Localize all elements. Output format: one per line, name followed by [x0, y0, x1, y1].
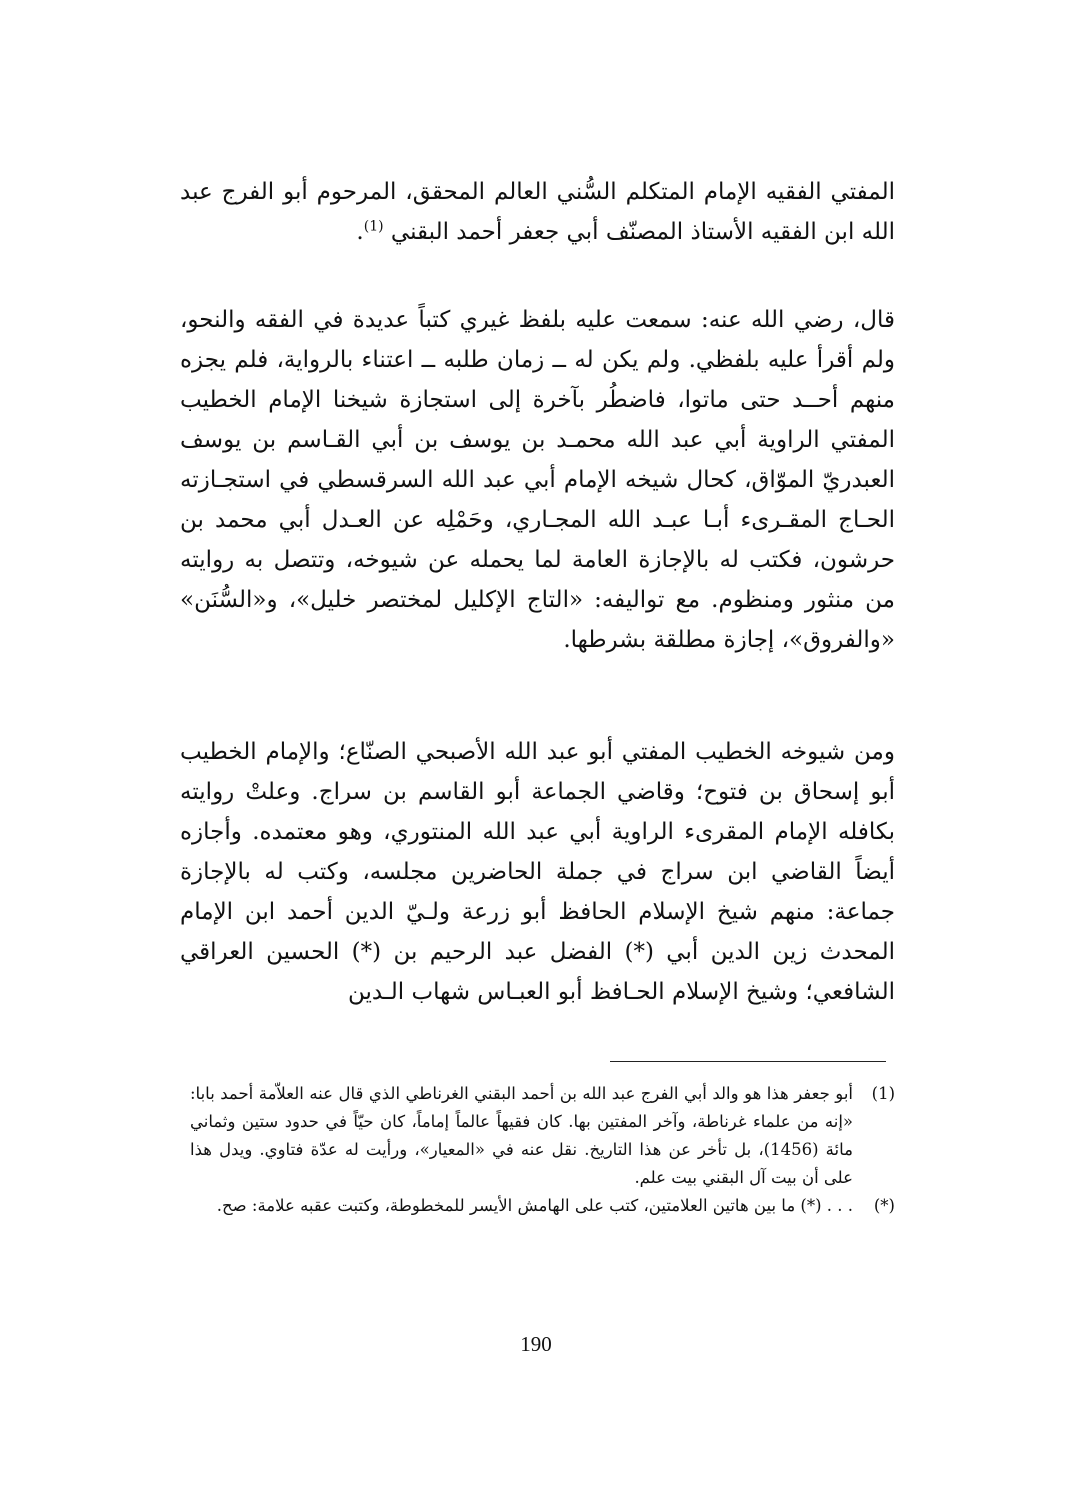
page-number: 190: [520, 1332, 552, 1356]
footnote-text: . . . (*) ما بين هاتين العلامتين، كتب على الهامش الأيسر للمخطوطة، وكتبت عقبه علامة: صح.: [216, 1196, 853, 1215]
opening-text: المفتي الفقيه الإمام المتكلم السُّني العالم المحقق، المرحوم أبو الفرج عبد الله ابن الفقيه الأستاذ المصنّف أبي جعفر أحمد البقني: [180, 179, 895, 245]
opening-continuation: [180, 172, 895, 252]
footnote: [190, 1080, 895, 1192]
body-paragraph: ومن شيوخه الخطيب المفتي أبو عبد الله الأصبحي الصنّاع؛ والإمام الخطيب أبو إسحاق بن فتوح؛ وقاضي الجماعة أبو القاسم بن سراج. وعلتْ روايته بكافله الإمام المقرىء الراوية أبي عبد الله المنتوري، وهو معتمده. وأجازه أيضاً القاضي ابن سراج في جملة الحاضرين مجلسه، وكتب له بالإجازة جماعة: منهم شيخ الإسلام الحافظ أبو زرعة ولـيّ الدين أحمد ابن الإمام المحدث زين الدين أبي (*) الفضل عبد الرحيم بن (*) الحسين العراقي الشافعي؛ وشيخ الإسلام الحـافظ أبو العبـاس شهاب الـدين: [180, 739, 895, 1005]
opening-end: .: [356, 219, 364, 245]
footnotes: [190, 1080, 895, 1220]
footnote-reference[interactable]: (1): [363, 218, 384, 235]
body-paragraph: قال، رضي الله عنه: سمعت عليه بلفظ غيري كتباً عديدة في الفقه والنحو، ولم أقرأ عليه بلفظي. ولم يكن له ــ زمان طلبه ــ اعتناء بالرواية، فلم يجزه منهم أحــد حتى ماتوا، فاضطُر بآخرة إلى استجازة شيخنا الإمام الخطيب المفتي الراوية أبي عبد الله محمـد بن يوسف بن أبي القـاسم بن يوسف العبدريّ الموّاق، كحال شيخه الإمام أبي عبد الله السرقسطي في استجـازته الحـاج المقـرىء أبـا عبـد الله المجـاري، وحَمْلِه عن العـدل أبي محمد بن حرشون، فكتب له بالإجازة العامة لما يحمله عن شيوخه، وتتصل به روايته من منثور ومنظوم. مع تواليفه: «التاج الإكليل لمختصر خليل»، و«السُّنَن» «والفروق»، إجازة مطلقة بشرطها.: [180, 307, 895, 653]
footnote: [190, 1192, 895, 1220]
footnote-marker: (1): [871, 1084, 895, 1103]
footnote-separator: [610, 1061, 886, 1062]
footnote-marker: (*): [873, 1196, 895, 1215]
footnote-text: أبو جعفر هذا هو والد أبي الفرج عبد الله بن أحمد البقني الغرناطي الذي قال عنه العلاّمة أحمد بابا: «إنه من علماء غرناطة، وآخر المفتين بها. كان فقيهاً عالماً إماماً، كان حيّاً في حدود ستين وثماني مائة (1456)، بل تأخر عن هذا التاريخ. نقل عنه في «المعيار»، ورأيت له عدّة فتاوي. ويدل هذا على أن بيت آل البقني بيت علم.: [190, 1084, 853, 1187]
